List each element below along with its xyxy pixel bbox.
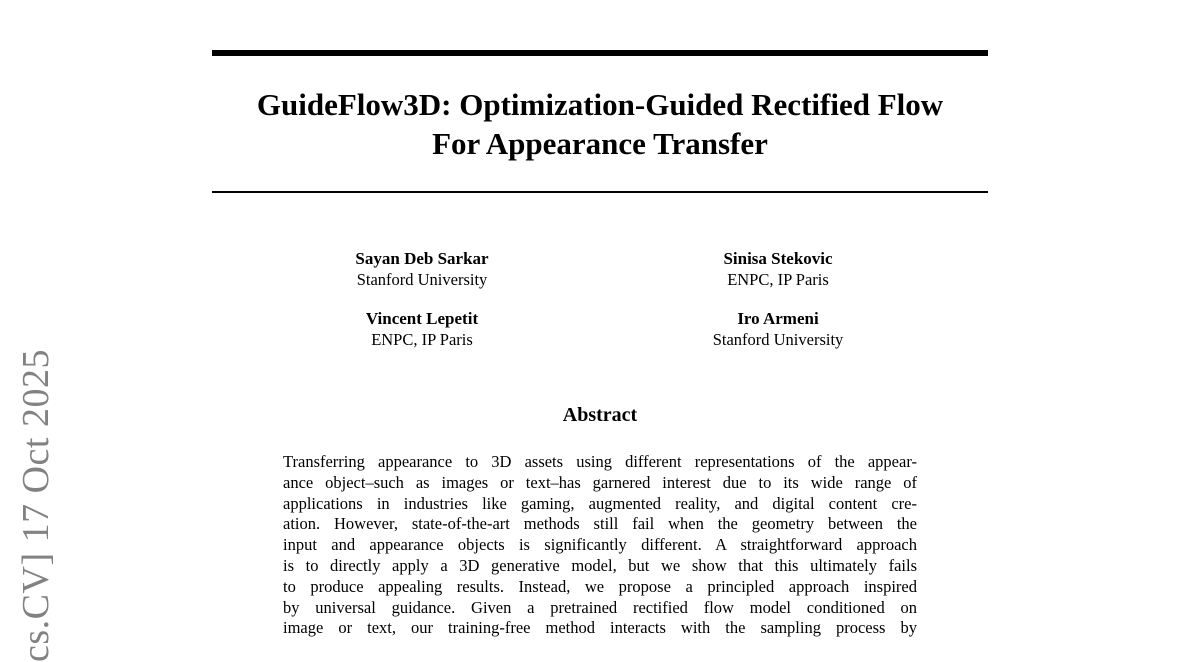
top-rule: [212, 50, 988, 56]
author-block: [600, 308, 956, 350]
abstract-line: by universal guidance. Given a pretrained rectified flow model conditioned on: [283, 597, 917, 617]
author-block: [600, 248, 956, 290]
author-affiliation: Stanford University: [712, 330, 844, 349]
author-affiliation: ENPC, IP Paris: [371, 330, 473, 349]
author-list: [244, 248, 956, 368]
abstract-line: ation. However, state-of-the-art methods still fail when the geometry between the: [283, 514, 917, 534]
author-name: Sinisa Stekovic: [723, 249, 833, 268]
paper-title-line1: GuideFlow3D: Optimization-Guided Rectified Flow: [256, 87, 944, 122]
abstract-line: to produce appealing results. Instead, we propose a principled approach inspired: [283, 576, 917, 596]
abstract-line: is to directly apply a 3D generative model, but we show that this ultimately fails: [283, 555, 917, 575]
author-affiliation: Stanford University: [356, 270, 488, 289]
abstract-line: ance object–such as images or text–has garnered interest due to its wide range of: [283, 472, 917, 492]
author-row-1: [244, 248, 956, 290]
author-affiliation: ENPC, IP Paris: [727, 270, 829, 289]
arxiv-watermark: cs.CV] 17 Oct 2025: [15, 349, 57, 662]
author-block: [244, 248, 600, 290]
paper-title: [212, 85, 988, 163]
paper-title-line2: For Appearance Transfer: [432, 126, 768, 161]
abstract-heading: Abstract: [562, 404, 638, 426]
author-name: Vincent Lepetit: [365, 309, 479, 328]
abstract-body: [283, 452, 917, 639]
author-row-2: [244, 308, 956, 350]
title-separator-rule: [212, 191, 988, 193]
abstract-line: input and appearance objects is significantly different. A straightforward approach: [283, 535, 917, 555]
abstract-line: applications in industries like gaming, augmented reality, and digital content cre-: [283, 493, 917, 513]
author-name: Iro Armeni: [737, 309, 819, 328]
author-name: Sayan Deb Sarkar: [355, 249, 489, 268]
author-block: [244, 308, 600, 350]
abstract-line: image or text, our training-free method interacts with the sampling process by: [283, 618, 917, 638]
abstract-line: Transferring appearance to 3D assets using different representations of the appear-: [283, 452, 917, 471]
